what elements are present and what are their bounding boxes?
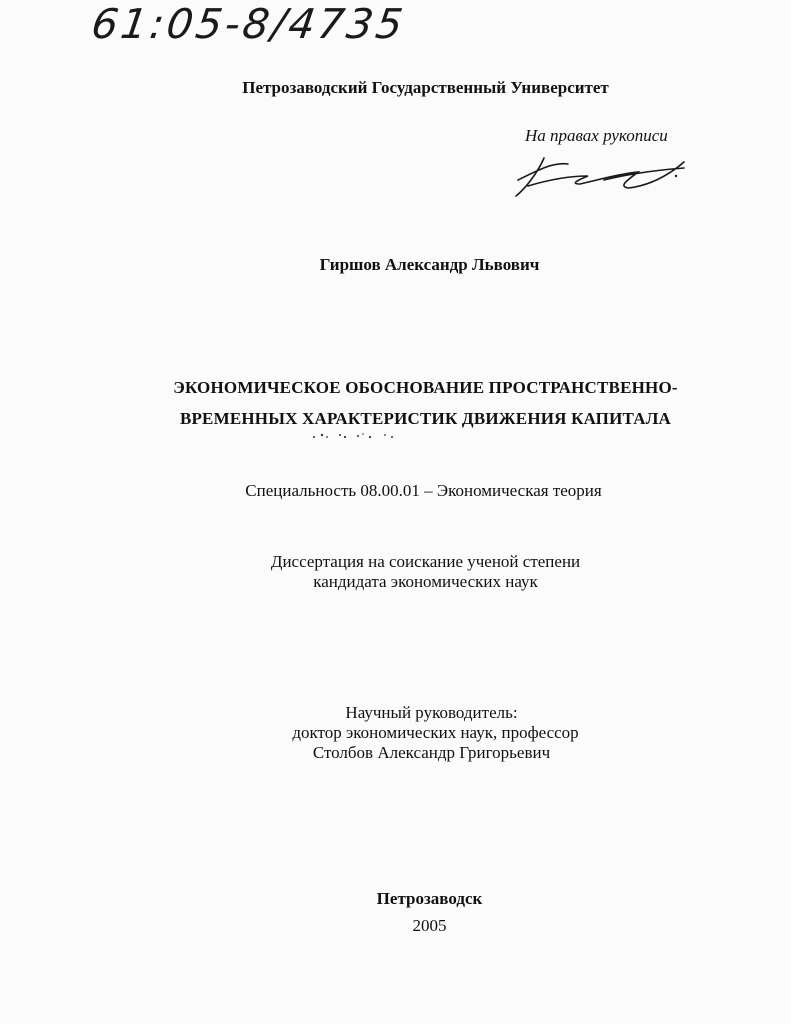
university-name: Петрозаводский Государственный Университет (242, 78, 609, 97)
dissertation-line-2: кандидата экономических наук (313, 572, 538, 591)
supervisor-degree: доктор экономических наук, профессор (292, 723, 579, 742)
signature-mark (508, 150, 693, 202)
supervisor-name: Столбов Александр Григорьевич (312, 743, 551, 762)
archive-code-handwritten: 61:05-8/4735 (88, 0, 409, 48)
supervisor-label: Научный руководитель: (345, 703, 518, 722)
year: 2005 (412, 916, 447, 935)
title-line-2: ВРЕМЕННЫХ ХАРАКТЕРИСТИК ДВИЖЕНИЯ КАПИТАЛА (179, 409, 672, 428)
stamp-speckles (300, 430, 430, 442)
title-line-1: ЭКОНОМИЧЕСКОЕ ОБОСНОВАНИЕ ПРОСТРАНСТВЕННО- (173, 378, 678, 397)
specialty: Специальность 08.00.01 – Экономическая теория (245, 481, 602, 500)
dissertation-line-1: Диссертация на соискание ученой степени (270, 552, 581, 571)
rights-note: На правах рукописи (525, 126, 668, 145)
author-name: Гиршов Александр Львович (319, 255, 540, 274)
city: Петрозаводск (376, 889, 483, 908)
